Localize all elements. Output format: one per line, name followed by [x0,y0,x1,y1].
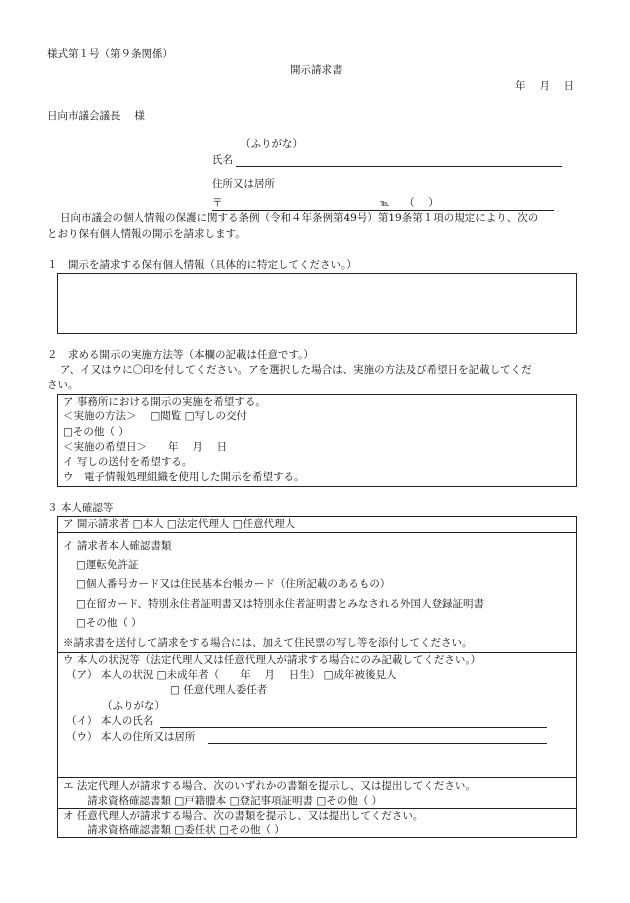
name-field[interactable] [236,166,562,167]
id-docs-note: ※請求書を送付して請求をする場合には、加えて住民票の写し等を添付してください。 [63,637,473,649]
legal-agent-docs[interactable]: 請求資格確認書類 □戸籍謄本 □登記事項証明書 □その他（ ） [87,795,383,807]
address-label: 住所又は居所 [212,178,275,190]
id-doc-residence-card[interactable]: □在留カード、特別永住者証明書又は特別永住者証明書とみなされる外国人登録証明書 [76,598,484,610]
date-line: 年 月 日 [515,80,575,92]
legal-agent-instructions: エ 法定代理人が請求する場合、次のいずれかの書類を提示し、又は提出してください。 [63,780,476,792]
principal-address-label: （ウ） 本人の住所又は居所 [66,731,196,743]
method-option-i[interactable]: イ 写しの送付を希望する。 [63,456,193,468]
principal-furigana: （ふりがな） [102,700,165,712]
principal-status-title: ウ 本人の状況等（法定代理人又は任意代理人が請求する場合にのみ記載してください。） [63,654,482,666]
row-divider [57,777,577,778]
voluntary-agent-docs[interactable]: 請求資格確認書類 □委任状 □その他（ ） [87,824,285,836]
method-option-a[interactable]: ア 事務所における開示の実施を希望する。 [63,396,266,408]
section2-note-2: さい。 [47,379,79,391]
row-divider [57,532,577,533]
principal-name-field[interactable] [160,727,547,728]
principal-status[interactable]: （ア） 本人の状況 □未成年者（ 年 月 日生） □成年被後見人 [66,669,397,681]
id-doc-license[interactable]: □運転免許証 [76,559,139,571]
tel-parens: （ ） [404,197,439,209]
intro-line-2: とおり保有個人情報の開示を請求します。 [47,228,246,240]
name-label: 氏名 [212,154,233,166]
intro-line-1: 日向市議会の個人情報の保護に関する条例（令和４年条例第49号）第19条第１項の規定により、次の [60,212,539,224]
page-title: 開示請求書 [290,64,343,76]
principal-status-delegator[interactable]: □ 任意代理人委任者 [170,684,268,696]
section2-heading: ２ 求める開示の実施方法等（本欄の記載は任意です。） [47,349,314,361]
tel-label: ℡ [380,199,390,209]
row-divider [57,808,577,809]
principal-address-field[interactable] [208,743,547,744]
section1-input-box[interactable] [57,273,577,334]
section2-note-1: ア、イ又はウに〇印を付してください。アを選択した場合は、実施の方法及び希望日を記載してくだ [60,364,532,376]
section1-heading: １ 開示を請求する保有個人情報（具体的に特定してください。） [47,259,357,271]
method-other[interactable]: □その他（ ） [63,426,129,438]
method-line[interactable]: ＜実施の方法＞ □閲覧 □写しの交付 [63,410,248,422]
addressee: 日向市議会議長 様 [47,110,145,122]
form-number: 様式第１号（第９条関係） [47,48,173,60]
id-doc-other[interactable]: □その他（ ） [76,617,142,629]
furigana-label: （ふりがな） [240,138,303,150]
id-doc-mynumber[interactable]: □個人番号カード又は住民基本台帳カード（住所記載のあるもの） [76,578,391,590]
postal-mark: 〒 [212,197,223,209]
desired-date[interactable]: ＜実施の希望日＞ 年 月 日 [63,441,228,453]
row-divider [57,652,577,653]
requester-type-row[interactable]: ア 開示請求者 □本人 □法定代理人 □任意代理人 [63,518,296,530]
id-docs-title: イ 請求者本人確認書類 [63,540,172,552]
method-option-u[interactable]: ウ 電子情報処理組織を使用した開示を希望する。 [63,471,305,483]
section3-heading: ３ 本人確認等 [47,502,114,514]
principal-name-label: （イ） 本人の氏名 [66,715,154,727]
voluntary-agent-instructions: オ 任意代理人が請求する場合、次の書類を提示し、又は提出してください。 [63,810,424,822]
